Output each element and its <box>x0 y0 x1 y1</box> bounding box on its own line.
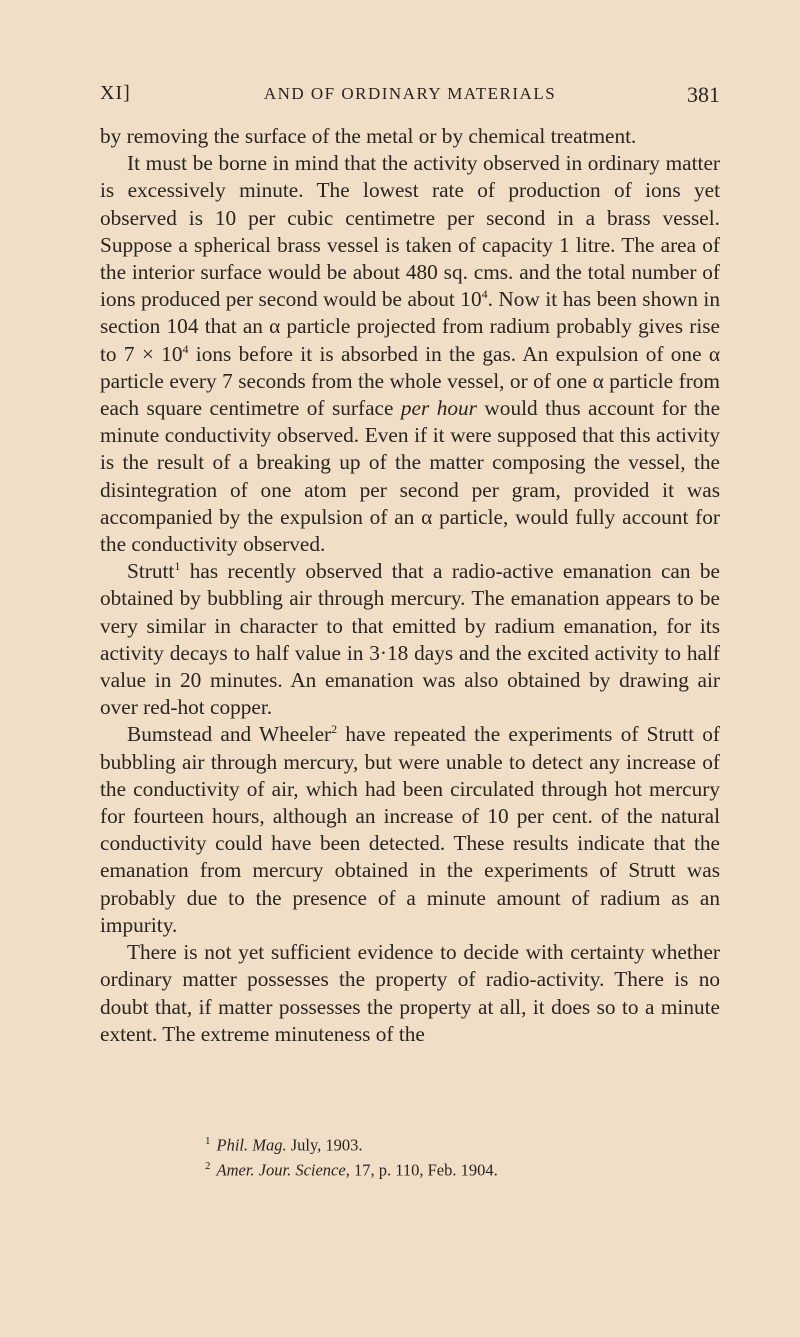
footnote: $^2$ Amer. Jour. Science, 17, p. 110, Feb. 1904. <box>205 1159 498 1179</box>
page-number: 381 <box>687 82 720 107</box>
paragraph: Bumstead and Wheeler$^2$ have repeated the experiments of Strutt of bubbling air through mercury, but were unable to detect any increase of the conductivity of air, which had been circulated through hot mercury for fourteen hours, although an increase of 10 per cent. of the natural conductivity could have been detected. These results indicate that the emanation from mercury obtained in the experiments of Strutt was probably due to the presence of a minute amount of radium as an impurity. <box>100 722 720 937</box>
paragraph: Strutt$^1$ has recently observed that a radio-active emanation can be obtained by bubbling air through mercury. The emanation appears to be very similar in character to that emitted by radium emanation, for its activity decays to half value in 3·18 days and the excited activity to half value in 20 minutes. An emanation was also obtained by drawing air over red-hot copper. <box>100 559 720 720</box>
citation-source: Phil. Mag. <box>216 1135 287 1155</box>
footnote-reference: 2 <box>331 722 338 737</box>
footnote-reference: 4 <box>481 287 488 302</box>
footnote-mark: 2 <box>205 1159 211 1172</box>
paragraph: by removing the surface of the metal or by chemical treatment. <box>100 124 637 148</box>
running-header <box>100 82 720 112</box>
body-text <box>100 123 720 1048</box>
running-title: AND OF ORDINARY MATERIALS <box>263 84 557 103</box>
paragraph: It must be borne in mind that the activity observed in ordinary matter is excessively minute. The lowest rate of production of ions yet observed is 10 per cubic centimetre per second in a brass vessel. Suppose a spherical brass vessel is taken of capacity 1 litre. The area of the interior surface would be about 480 sq. cms. and the total number of ions produced per second would be about $10^4$. Now it has been shown in section 104 that an α particle projected from radium probably gives rise to $7 \times 10^4$ ions before it is absorbed in the gas. An expulsion of one α particle every 7 seconds from the whole vessel, or of one α particle from each square centimetre of surface per hour would thus account for the minute conductivity observed. Even if it were supposed that this activity is the result of a breaking up of the matter composing the vessel, the disintegration of one atom per second per gram, provided it was accompanied by the expulsion of an α particle, would fully account for the conductivity observed. <box>100 151 721 557</box>
footnote-mark: 1 <box>205 1135 211 1147</box>
emphasis: per hour <box>400 396 477 421</box>
footnote-reference: 4 <box>182 341 189 356</box>
footnote: $^1$ Phil. Mag. July, 1903. <box>205 1135 363 1155</box>
citation-source: Amer. Jour. Science <box>216 1160 346 1179</box>
paragraph: There is not yet sufficient evidence to decide with certainty whether ordinary matter possesses the property of radio-activity. There is no doubt that, if matter possesses the property at all, it does so to a minute extent. The extreme minuteness of the <box>100 940 720 1046</box>
chapter-marker: XI] <box>100 82 131 104</box>
footnotes <box>205 1131 725 1180</box>
footnote-reference: 1 <box>174 559 181 574</box>
